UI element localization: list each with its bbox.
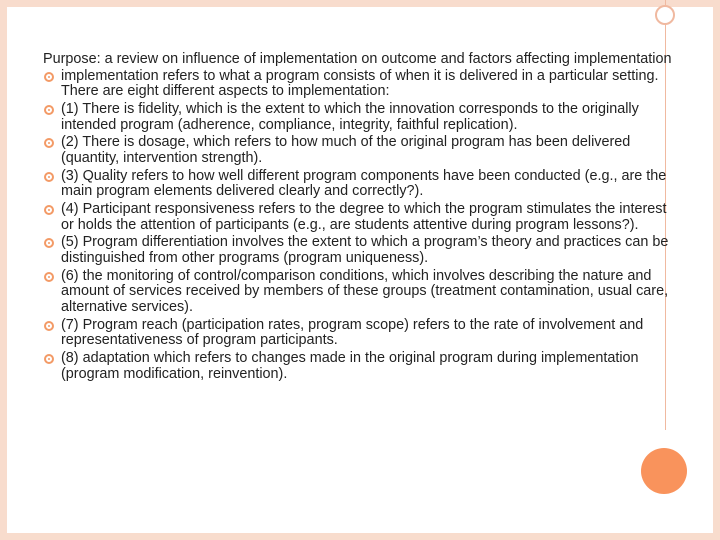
list-item	[43, 102, 683, 133]
bullet-text: (2) There is dosage, which refers to how much of the original program has been delivered (quantity, intervention strength).	[61, 134, 631, 166]
circle-bullet-icon	[44, 354, 54, 364]
circle-bullet-icon	[44, 272, 54, 282]
circle-bullet-icon	[44, 205, 54, 215]
list-item	[43, 169, 683, 200]
list-item	[43, 318, 683, 349]
bullet-text: (4) Participant responsiveness refers to the degree to which the program stimulates the interest or holds the attention of participants (e.g., are students attentive during program lessons?).	[61, 201, 667, 233]
list-item	[43, 135, 683, 166]
bullet-text: implementation refers to what a program consists of when it is delivered in a particular setting. There are eight different aspects to implementation:	[61, 67, 659, 100]
circle-bullet-icon	[44, 138, 54, 148]
decorative-ring-icon	[655, 5, 675, 25]
list-item	[43, 351, 683, 382]
decorative-circle-icon	[641, 448, 687, 494]
list-item	[43, 269, 683, 316]
bullet-text: (3) Quality refers to how well different program components have been conducted (e.g., are the main program elements delivered clearly and correctly?).	[61, 167, 667, 200]
bullet-text: (5) Program differentiation involves the extent to which a program’s theory and practices can be distinguished from other programs (program uniqueness).	[61, 234, 669, 267]
bullet-list	[43, 69, 683, 383]
list-item	[43, 69, 683, 100]
bullet-text: (8) adaptation which refers to changes made in the original program during implementation (program modification, reinvention).	[61, 350, 639, 382]
list-item	[43, 202, 683, 233]
circle-bullet-icon	[44, 321, 54, 331]
circle-bullet-icon	[44, 172, 54, 182]
slide-content	[43, 52, 683, 385]
circle-bullet-icon	[44, 238, 54, 248]
list-item	[43, 235, 683, 266]
purpose-text: Purpose: a review on influence of implementation on outcome and factors affecting implementation	[43, 51, 672, 67]
bullet-text: (1) There is fidelity, which is the extent to which the innovation corresponds to the originally intended program (adherence, compliance, integrity, faithful replication).	[61, 100, 639, 133]
bullet-text: (7) Program reach (participation rates, program scope) refers to the rate of involvement and representativeness of program participants.	[61, 316, 644, 349]
bullet-text: (6) the monitoring of control/comparison conditions, which involves describing the nature and amount of services received by members of these groups (treatment contamination, usual care, alternative services).	[61, 267, 669, 316]
circle-bullet-icon	[44, 72, 54, 82]
circle-bullet-icon	[44, 105, 54, 115]
